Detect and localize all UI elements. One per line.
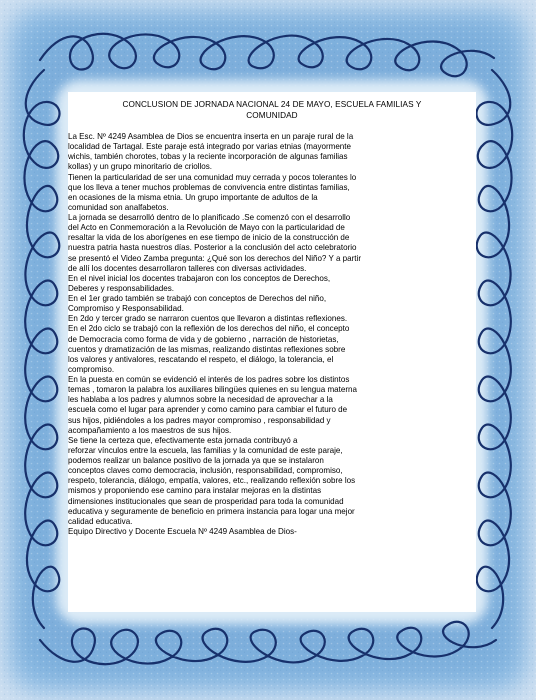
paragraph: Se tiene la certeza que, efectivamente esta jornada contribuyó a reforzar vínculos entre la escuela, las familias y la comunidad de este paraje, podemos realizar un balance positivo de la jornada ya que se instalaron conceptos claves como democracia, inclusión, responsabilidad, compromiso, respeto, tolerancia, diálogo, empatía, valores, etc., realizando reflexión sobre los mismos y proponiendo ese camino para instalar mejoras en la distintas dimensiones institucionales que sean de prosperidad para toda la comunidad educativa y seguramente de beneficio en primera instancia para logar una mejor calidad educativa. bbox=[68, 435, 356, 526]
paragraph: En la puesta en común se evidenció el interés de los padres sobre los distintos temas , tomaron la palabra los auxiliares bilingües quienes en su lengua materna les hablaba a los padres y alumnos sobre la necesidad de aprovechar a la escuela como el lugar para aprender y como camino para cambiar el futuro de sus hijos, pidiéndoles a los padres mayor compromiso , responsabilidad y acompañamiento a los maestros de sus hijos. bbox=[68, 375, 357, 435]
paragraph: En el nivel inicial los docentes trabajaron con los conceptos de Derechos, Deberes y responsabilidades. bbox=[68, 273, 331, 293]
paragraph: En 2do y tercer grado se narraron cuentos que llevaron a distintas reflexiones. bbox=[68, 314, 348, 324]
document-title: CONCLUSION DE JORNADA NACIONAL 24 DE MAYO, ESCUELA FAMILIAS Y COMUNIDAD bbox=[122, 100, 422, 120]
paragraph: Equipo Directivo y Docente Escuela Nº 4249 Asamblea de Dios- bbox=[68, 526, 297, 536]
paragraph: En el 1er grado también se trabajó con conceptos de Derechos del niño, Compromiso y Responsabilidad. bbox=[68, 294, 327, 314]
paragraph: Tienen la particularidad de ser una comunidad muy cerrada y pocos tolerantes lo que los lleva a tener muchos problemas de convivencia entre distintas familias, en ocasiones de la misma etnia. Un grupo importante de adultos de la comunidad son analfabetos. bbox=[68, 172, 357, 212]
paragraph: La jornada se desarrolló dentro de lo planificado .Se comenzó con el desarrollo del Acto en Conmemoración a la Revolución de Mayo con la particularidad de resaltar la vida de los aborígenes en ese tiempo de inicio de la construcción de nuestra patria hasta nuestros días. Posterior a la conclusión del acto celebratorio se presentó el Video Zamba pregunta: ¿Qué son los derechos del Niño? Y a partir de allí los docentes desarrollaron talleres con diversas actividades. bbox=[68, 213, 361, 273]
paragraph: En el 2do ciclo se trabajó con la reflexión de los derechos del niño, el concepto de Democracia como forma de vida y de gobierno , narración de historietas, cuentos y dramatización de las mismas, realizando distintas reflexiones sobre los valores y antivalores, rescatando el respeto, el diálogo, la tolerancia, el compromiso. bbox=[68, 324, 350, 374]
document-page bbox=[68, 92, 476, 612]
paragraph: La Esc. Nº 4249 Asamblea de Dios se encuentra inserta en un paraje rural de la localidad de Tartagal. Este paraje está integrado por varias etnias (mayormente wichis, también chorotes, tobas y la reciente incorporación de algunas familias kollas) y un grupo minoritario de criollos. bbox=[68, 132, 354, 172]
document-body bbox=[68, 132, 476, 537]
